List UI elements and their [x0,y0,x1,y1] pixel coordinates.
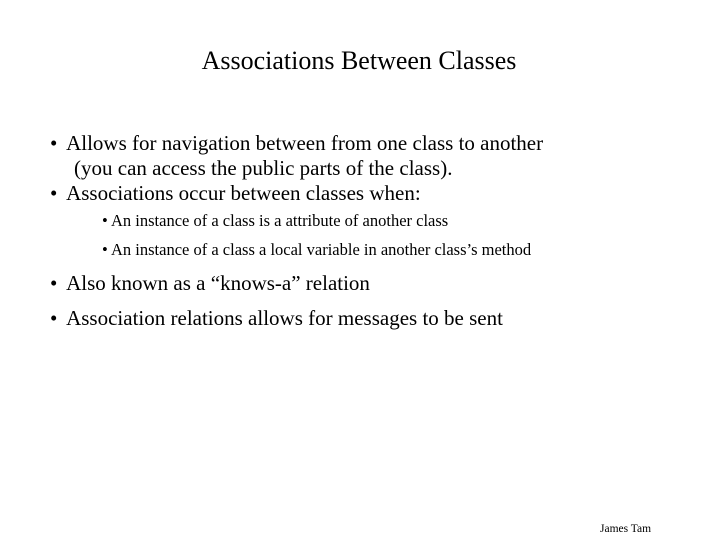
bullet-text: Association relations allows for messages to be sent [66,306,503,330]
sub-bullet-text: An instance of a class is a attribute of another class [111,211,449,230]
bullet-item-messages: • Association relations allows for messages to be sent [50,306,503,330]
sub-bullet-text: An instance of a class a local variable in another class’s method [111,240,532,259]
bullet-text: Also known as a “knows-a” relation [66,271,370,295]
bullet-item-associations-occur: • Associations occur between classes when: • An instance of a class is a attribute of another class • An instance of a class a local variable in another class’s method [62,181,712,264]
sub-bullet-item-attribute [74,206,712,235]
bullet-text: Associations occur between classes when: [66,181,421,205]
bullet-item-navigation: • Allows for navigation between from one class to another (you can access the public parts of the class). [62,131,712,181]
bullet-list [50,131,712,331]
sub-bullet-icon: • [102,240,108,259]
bullet-text-continuation: (you can access the public parts of the class). [74,156,453,180]
sub-bullet-item-local-variable [74,235,712,264]
footer-author: James Tam [600,523,652,535]
slide-title: Associations Between Classes [201,46,517,75]
bullet-item-knows-a: • Also known as a “knows-a” relation [50,271,370,295]
bullet-text: Allows for navigation between from one class to another [66,131,544,155]
sub-bullet-icon: • [102,211,108,230]
sub-bullet-list [74,206,712,264]
